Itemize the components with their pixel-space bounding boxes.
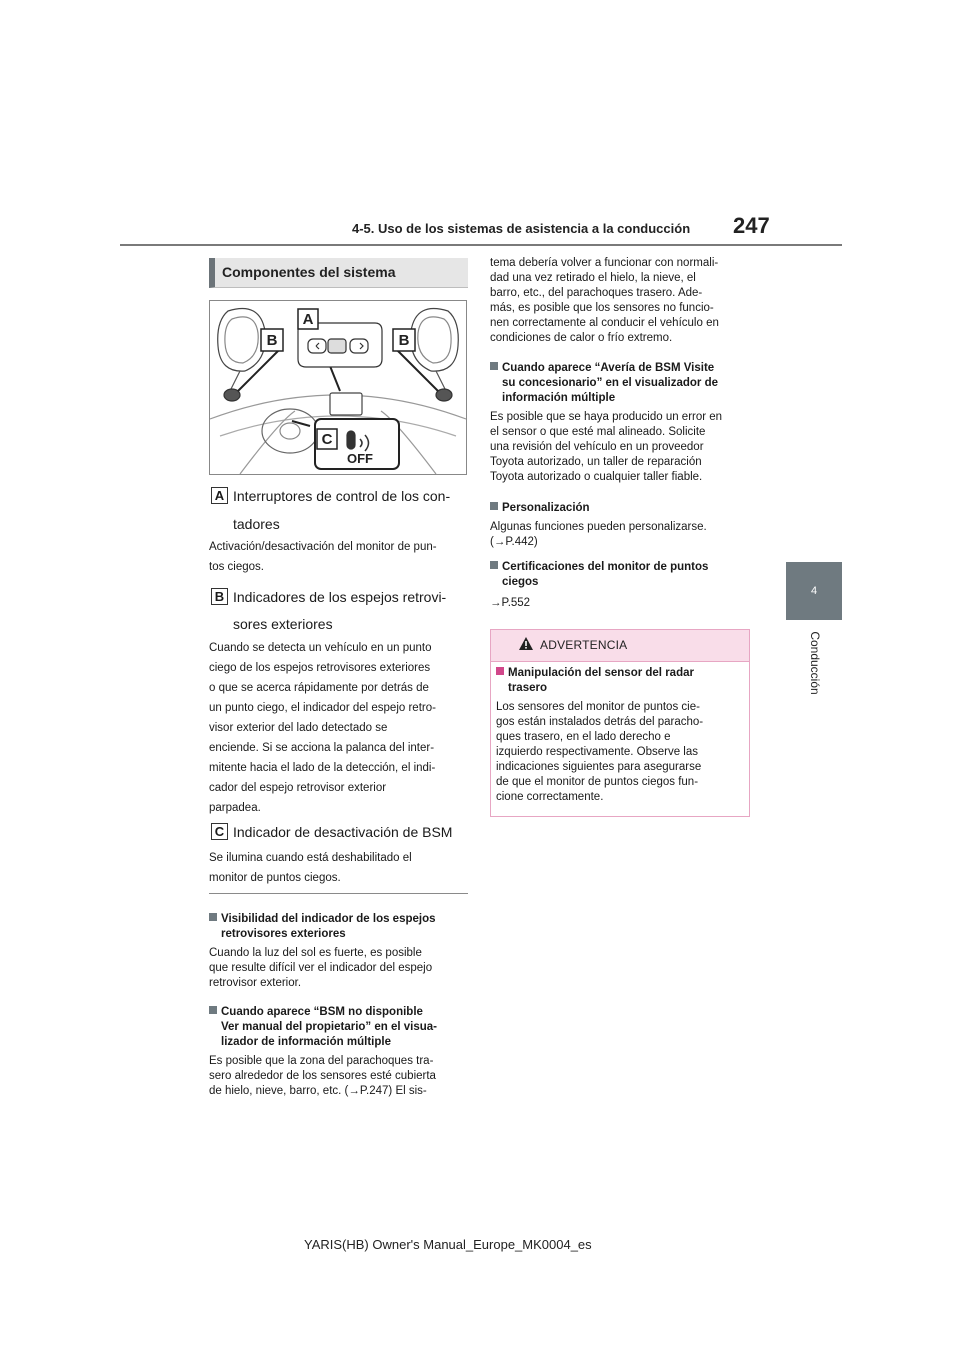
body-line: nen correctamente al conducir el vehículo en <box>490 317 719 329</box>
note-title-line: Ver manual del propietario” en el visua- <box>221 1021 438 1033</box>
body-line: tema debería volver a funcionar con normali- <box>490 257 719 269</box>
item-a-heading-line1: Interruptores de control de los con- <box>233 488 451 504</box>
warning-title: ADVERTENCIA <box>540 638 628 652</box>
label-box-a <box>211 487 228 505</box>
note-body-line: sero alrededor de los sensores esté cubierta <box>209 1070 436 1082</box>
item-b-body-line: cador del espejo retrovisor exterior <box>209 782 387 794</box>
label-box-c <box>211 823 228 841</box>
chapter-label: Conducción <box>808 631 822 695</box>
item-letter-a: A <box>211 487 228 504</box>
label-box-b <box>211 588 228 606</box>
header-rule <box>120 244 842 246</box>
note-title-line: Cuando aparece “BSM no disponible <box>221 1006 423 1018</box>
figure-label-c: C <box>321 431 333 448</box>
note-body-line: Es posible que la zona del parachoques tra- <box>209 1055 434 1067</box>
continuation-text <box>490 256 754 346</box>
warning-body <box>496 700 746 805</box>
body-line: más, es posible que los sensores no funcio- <box>490 302 714 314</box>
square-bullet-icon <box>496 667 504 675</box>
item-b-body-line: mitente hacia el lado de la detección, el indi- <box>209 762 436 774</box>
item-a-body-line: tos ciegos. <box>209 561 264 573</box>
note-title-line: ciegos <box>502 576 539 588</box>
note-body-line: Cuando la luz del sol es fuerte, es posible <box>209 947 422 959</box>
note-body-line: Es posible que se haya producido un error en <box>490 411 723 423</box>
page-reference-link[interactable]: →P.552 <box>490 597 531 609</box>
item-c-heading: Indicador de desactivación de BSM <box>233 824 453 840</box>
note-title-line: Personalización <box>502 502 590 514</box>
item-b-body-line: visor exterior del lado detectado se <box>209 722 388 734</box>
item-b-body-line: parpadea. <box>209 802 261 814</box>
note-title-line: su concesionario” en el visualizador de <box>502 377 719 389</box>
note-body <box>209 1054 471 1099</box>
figure-label-a: A <box>302 311 314 328</box>
warning-body-line: gos están instalados detrás del paracho- <box>496 716 704 728</box>
figure-label-b-right: B <box>398 332 410 349</box>
note-bsm-unavailable <box>209 1005 471 1099</box>
note-body-line: Toyota autorizado, un taller de reparación <box>490 456 702 468</box>
header-section-title: 4-5. Uso de los sistemas de asistencia a la conducción <box>352 221 691 236</box>
item-c-body-line: Se ilumina cuando está deshabilitado el <box>209 852 412 864</box>
figure-label-b-left: B <box>266 332 278 349</box>
item-a-heading-line2: tadores <box>233 516 280 532</box>
note-title-line: Certificaciones del monitor de puntos <box>502 561 709 573</box>
warning-body-line: izquierdo respectivamente. Observe las <box>496 746 698 758</box>
item-b-body-line: un punto ciego, el indicador del espejo retro- <box>209 702 436 714</box>
item-c-body-line: monitor de puntos ciegos. <box>209 872 341 884</box>
note-body-line: una revisión del vehículo en un proveedor <box>490 441 704 453</box>
warning-body-line: ques trasero, en el lado derecho e <box>496 731 671 743</box>
note-title <box>490 361 754 376</box>
item-letter-b: B <box>211 588 228 605</box>
note-title-line: retrovisores exteriores <box>221 928 346 940</box>
note-certifications <box>490 560 754 611</box>
warning-body-line: cione correctamente. <box>496 791 604 803</box>
item-a-body <box>209 537 437 577</box>
note-title <box>490 560 754 575</box>
note-personalization <box>490 501 754 550</box>
note-body <box>490 596 754 611</box>
section-heading: Componentes del sistema <box>222 264 396 280</box>
chapter-number: 4 <box>810 585 818 597</box>
system-components-figure <box>209 300 467 475</box>
note-body <box>209 946 471 991</box>
item-b-heading-line1: Indicadores de los espejos retrovi- <box>233 589 447 605</box>
body-line: barro, etc., del parachoques trasero. Ade- <box>490 287 703 299</box>
square-bullet-icon <box>490 561 498 569</box>
note-title-line: lizador de información múltiple <box>221 1036 391 1048</box>
item-b-body-line: ciego de los espejos retrovisores exteriores <box>209 662 431 674</box>
warning-item-title <box>496 666 746 681</box>
note-body-line[interactable]: (→P.442) <box>490 536 538 548</box>
note-title <box>209 1005 471 1020</box>
item-c-body <box>209 848 412 888</box>
square-bullet-icon <box>209 1006 217 1014</box>
note-visibility <box>209 912 471 991</box>
footer-manual-id: YARIS(HB) Owner's Manual_Europe_MK0004_es <box>304 1237 592 1252</box>
note-body-line: Toyota autorizado o cualquier taller fiable. <box>490 471 703 483</box>
page-number: 247 <box>733 213 770 238</box>
body-line: condiciones de calor o frío extremo. <box>490 332 673 344</box>
note-title-line: Cuando aparece “Avería de BSM Visite <box>502 362 715 374</box>
item-b-body-line: Cuando se detecta un vehículo en un punto <box>209 642 432 654</box>
note-body <box>490 410 754 485</box>
note-body-line: de hielo, nieve, barro, etc. (→P.247) El sis- <box>209 1085 427 1097</box>
warning-triangle-icon <box>518 636 534 656</box>
section-divider <box>209 893 468 894</box>
note-bsm-failure <box>490 361 754 485</box>
note-body <box>490 520 754 550</box>
note-title <box>490 501 754 516</box>
warning-title-line: trasero <box>508 682 547 694</box>
body-line: dad una vez retirado el hielo, la nieve, el <box>490 272 696 284</box>
warning-body-line: indicaciones siguientes para asegurarse <box>496 761 702 773</box>
item-letter-c: C <box>211 823 228 840</box>
warning-body-line: Los sensores del monitor de puntos cie- <box>496 701 700 713</box>
warning-content <box>496 666 746 805</box>
note-title <box>209 912 471 927</box>
square-bullet-icon <box>490 362 498 370</box>
note-body-line: que resulte difícil ver el indicador del espejo <box>209 962 433 974</box>
note-title-line: información múltiple <box>502 392 616 404</box>
warning-body-line: de que el monitor de puntos ciegos fun- <box>496 776 699 788</box>
square-bullet-icon <box>490 502 498 510</box>
item-b-body <box>209 638 436 818</box>
square-bullet-icon <box>209 913 217 921</box>
item-a-body-line: Activación/desactivación del monitor de pun- <box>209 541 437 553</box>
item-b-body-line: o que se acerca rápidamente por detrás de <box>209 682 429 694</box>
note-body-line: el sensor o que esté mal alineado. Solicite <box>490 426 706 438</box>
item-b-heading-line2: sores exteriores <box>233 616 333 632</box>
dashboard-illustration <box>210 301 466 474</box>
note-title-line: Visibilidad del indicador de los espejos <box>221 913 436 925</box>
bsm-off-indicator-label: OFF <box>347 451 373 466</box>
item-b-body-line: enciende. Si se acciona la palanca del inter- <box>209 742 435 754</box>
note-body-line: retrovisor exterior. <box>209 977 302 989</box>
warning-title-line: Manipulación del sensor del radar <box>508 667 694 679</box>
note-body-line: Algunas funciones pueden personalizarse. <box>490 521 707 533</box>
